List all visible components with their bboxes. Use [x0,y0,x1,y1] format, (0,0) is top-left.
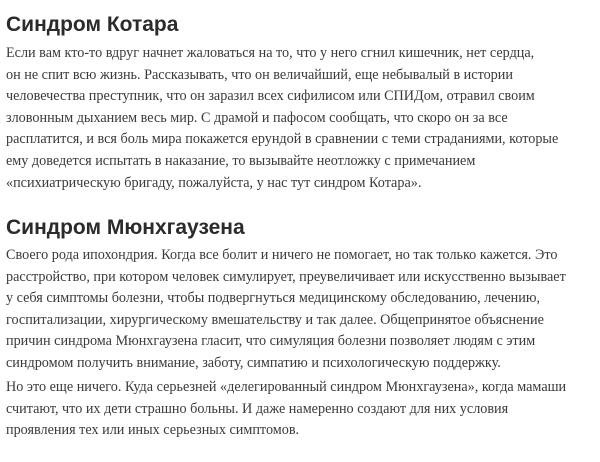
paragraph-line: расплатится, и вся боль мира покажется ерундой в сравнении с теми страданиями, которые [6,131,559,148]
paragraph-line: Но это еще ничего. Куда серьезней «делегированный синдром Мюнхгаузена», когда мамаши [6,379,567,395]
paragraph-line: человечества преступник, что он заразил всех сифилисом или СПИДом, отравил своим [6,88,535,105]
paragraph-line: считают, что их дети страшно больны. И даже намеренно создают для них условия [6,400,509,417]
section-heading-munchausen: Синдром Мюнхгаузена [6,216,245,239]
paragraph-line: Если вам кто-то вдруг начнет жаловаться на то, что у него сгнил кишечник, нет сердца, [6,45,535,61]
paragraph-munchausen-1 [6,245,566,375]
paragraph-line: Своего рода ипохондрия. Когда все болит и ничего не помогает, но так только кажется. Это [6,247,558,263]
paragraph-cotard [6,43,558,194]
paragraph-line: он не спит всю жизнь. Рассказывать, что он величайший, еще небывалый в истории [6,66,513,83]
paragraph-line: «психиатрическую бригаду, пожалуйста, у нас тут синдром Котара». [6,174,422,191]
paragraph-line: у себя симптомы болезни, чтобы подвергнуться медицинскому обследованию, лечению, [6,290,541,307]
paragraph-line: ему доведется испытать в наказание, то вызывайте неотложку с примечанием [6,152,476,169]
paragraph-line: синдромом получить внимание, заботу, симпатию и психологическую поддержку. [6,354,501,371]
paragraph-line: расстройство, при котором человек симулирует, преувеличивает или искусственно вызывает [6,268,566,285]
paragraph-line: проявления тех или иных серьезных симптомов. [6,422,300,439]
paragraph-munchausen-2 [6,377,566,442]
paragraph-line: госпитализации, хирургическому вмешательству и так далее. Общепринятое объяснение [6,311,544,328]
section-heading-cotard: Синдром Котара [6,13,179,36]
paragraph-line: причин синдрома Мюнхгаузена гласит, что симуляция болезни позволяет людям с этим [6,333,536,350]
paragraph-line: зловонным дыханием весь мир. С драмой и пафосом сообщать, что скоро он за все [6,109,508,126]
